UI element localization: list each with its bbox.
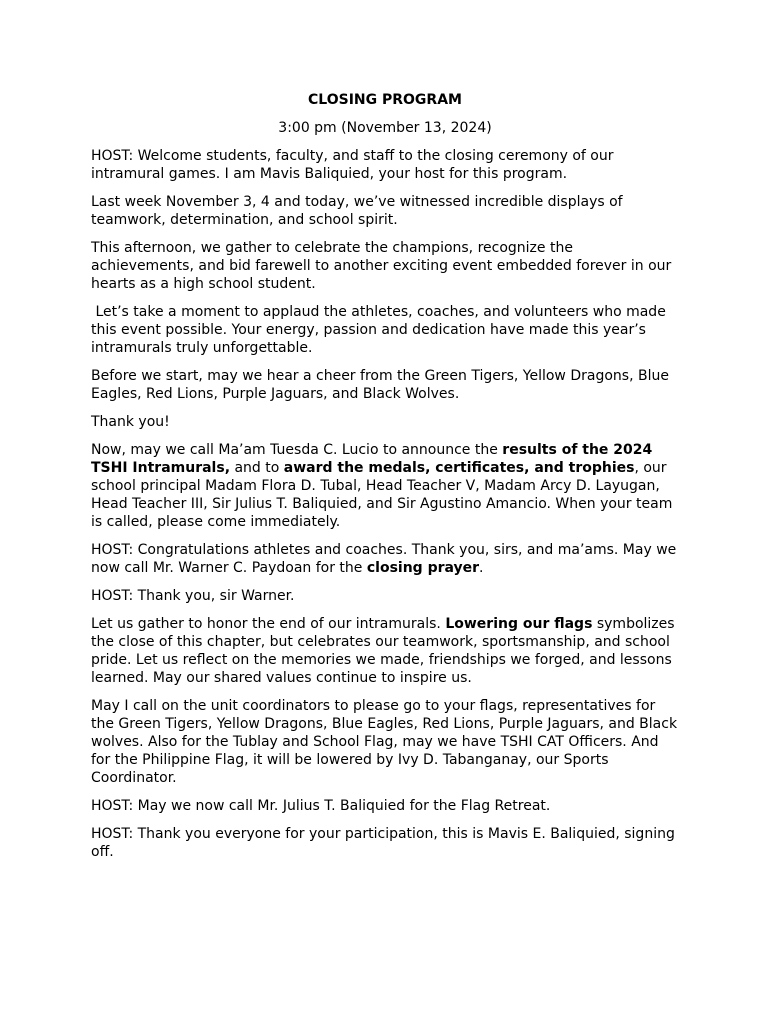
awards-text-2: and to (230, 460, 284, 476)
flags-text-1: Let us gather to honor the end of our intramurals. (91, 616, 446, 632)
document-title: CLOSING PROGRAM (308, 92, 462, 108)
paragraph-applaud: Let’s take a moment to applaud the athletes, coaches, and volunteers who made this event possible. Your energy, passion and dedication have made this year’s intramurals truly unforgettable. (91, 304, 671, 356)
prayer-bold: closing prayer (366, 560, 480, 576)
flags-bold: Lowering our flags (445, 616, 593, 632)
prayer-text-2: . (479, 560, 484, 576)
paragraph-flags (91, 615, 679, 687)
paragraph-flag-retreat: HOST: May we now call Mr. Julius T. Baliquied for the Flag Retreat. (91, 798, 551, 814)
awards-bold-medals: award the medals, certificates, and trophies (283, 460, 635, 476)
paragraph-thank-warner: HOST: Thank you, sir Warner. (91, 588, 295, 604)
paragraph-last-week: Last week November 3, 4 and today, we’ve witnessed incredible displays of teamwork, determination, and school spirit. (91, 194, 623, 228)
paragraph-this-afternoon: This afternoon, we gather to celebrate the champions, recognize the achievements, and bid farewell to another exciting event embedded forever in our hearts as a high school student. (91, 240, 672, 292)
paragraph-welcome: HOST: Welcome students, faculty, and staff to the closing ceremony of our intramural games. I am Mavis Baliquied, your host for this program. (91, 148, 614, 182)
paragraph-awards (91, 441, 679, 531)
paragraph-thank-you: Thank you! (91, 414, 170, 430)
awards-text-3: , our school principal Madam Flora D. Tubal, Head Teacher V, Madam Arcy D. Layugan, Head Teacher III, Sir Julius T. Baliquied, and Sir Agustino Amancio. When your team is called, please come immediately. (91, 460, 673, 530)
paragraph-prayer (91, 541, 679, 577)
document-page (91, 91, 679, 871)
awards-bold-results: results of the 2024 TSHI Intramurals, (91, 442, 653, 476)
paragraph-cheer: Before we start, may we hear a cheer from the Green Tigers, Yellow Dragons, Blue Eagles, Red Lions, Purple Jaguars, and Black Wolves. (91, 368, 669, 402)
paragraph-coordinators: May I call on the unit coordinators to please go to your flags, representatives for the Green Tigers, Yellow Dragons, Blue Eagles, Red Lions, Purple Jaguars, and Black wolves. Also for the Tublay and School Flag, may we have TSHI CAT Officers. And for the Philippine Flag, it will be lowered by Ivy D. Tabanganay, our Sports Coordinator. (91, 698, 678, 786)
prayer-text-1: HOST: Congratulations athletes and coaches. Thank you, sirs, and ma’ams. May we now call Mr. Warner C. Paydoan for the (91, 542, 677, 576)
paragraph-signing-off: HOST: Thank you everyone for your participation, this is Mavis E. Baliquied, signing off. (91, 826, 675, 860)
document-datetime: 3:00 pm (November 13, 2024) (278, 120, 492, 136)
awards-text-1: Now, may we call Ma’am Tuesda C. Lucio to announce the (91, 442, 503, 458)
flags-text-2: symbolizes the close of this chapter, but celebrates our teamwork, sportsmanship, and school pride. Let us reflect on the memories we made, friendships we forged, and lessons learned. May our shared values continue to inspire us. (91, 616, 675, 686)
